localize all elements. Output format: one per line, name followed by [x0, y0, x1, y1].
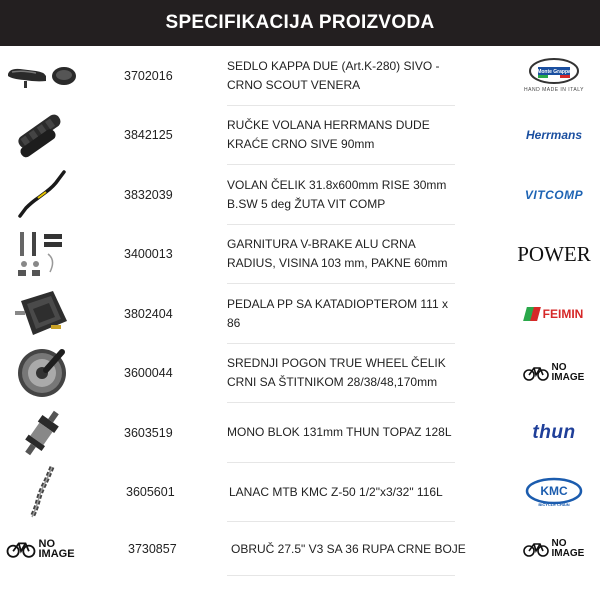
bottom-bracket-icon — [16, 406, 68, 460]
bicycle-icon — [523, 365, 549, 381]
product-row — [0, 106, 600, 166]
product-description: PEDALA PP SA KATADIOPTEROM 111 x 86 — [227, 296, 448, 330]
product-row — [0, 463, 600, 523]
feimin-mark-icon — [523, 307, 541, 321]
product-description: LANAC MTB KMC Z-50 1/2"x3/32" 116L — [229, 484, 443, 499]
product-description: GARNITURA V-BRAKE ALU CRNA RADIUS, VISINA 103 mm, PAKNE 60mm — [227, 237, 448, 271]
product-code: 3605601 — [126, 485, 175, 500]
product-description: MONO BLOK 131mm THUN TOPAZ 128L — [227, 425, 452, 440]
product-code: 3603519 — [124, 425, 173, 440]
product-row — [0, 284, 600, 344]
no-image-icon — [6, 539, 79, 559]
product-code: 3730857 — [128, 542, 177, 556]
no-image-label: NO IMAGE — [551, 362, 585, 384]
product-image — [0, 225, 84, 285]
brand-sub: BICYCLE CHAIN — [538, 502, 570, 508]
brand-name: KMC — [540, 484, 568, 499]
product-image — [0, 463, 84, 523]
product-description: SREDNJI POGON TRUE WHEEL ČELIK CRNI SA ŠTITNIKOM 28/38/48,170mm — [227, 356, 446, 390]
product-code: 3400013 — [124, 247, 173, 262]
brand-logo — [508, 403, 600, 463]
product-image — [0, 403, 84, 463]
product-row — [0, 225, 600, 285]
saddle-icon — [6, 62, 78, 90]
product-description: OBRUČ 27.5" V3 SA 36 RUPA CRNE BOJE — [231, 541, 466, 556]
brand-name: POWER — [517, 241, 591, 266]
brand-name: Herrmans — [525, 128, 583, 143]
product-code: 3832039 — [124, 187, 173, 202]
product-row — [0, 522, 600, 576]
brand-name: thun — [532, 421, 576, 443]
no-image-label: NO IMAGE — [551, 538, 585, 559]
brand-logo — [508, 106, 600, 166]
product-list — [0, 46, 600, 576]
product-code: 3842125 — [124, 128, 173, 143]
brand-logo — [508, 284, 600, 344]
brand-logo — [508, 463, 600, 523]
product-code: 3600044 — [124, 366, 173, 381]
brand-logo — [508, 522, 600, 576]
brand-logo — [508, 165, 600, 225]
product-image — [0, 106, 84, 166]
handlebar-icon — [12, 168, 72, 222]
brand-name: Monte Grappa — [537, 68, 571, 75]
brand-sub: HAND MADE IN ITALY — [524, 86, 584, 93]
product-image — [0, 165, 84, 225]
brand-name: VITCOMP — [524, 187, 584, 202]
brand-logo — [508, 46, 600, 106]
grips-icon — [12, 110, 72, 160]
bicycle-icon — [6, 540, 36, 558]
product-image — [0, 522, 84, 576]
v-brake-icon — [14, 226, 70, 282]
pedal-icon — [11, 287, 73, 341]
product-row — [0, 165, 600, 225]
brand-logo — [508, 225, 600, 285]
product-description: SEDLO KAPPA DUE (Art.K-280) SIVO -CRNO SCOUT VENERA — [227, 58, 440, 92]
brand-logo — [508, 344, 600, 404]
page-title: SPECIFIKACIJA PROIZVODA — [165, 12, 435, 33]
product-row — [0, 344, 600, 404]
brand-name: FEIMIN — [542, 306, 584, 321]
product-image — [0, 46, 84, 106]
product-description: VOLAN ČELIK 31.8x600mm RISE 30mm B.SW 5 deg ŽUTA VIT COMP — [227, 177, 447, 211]
product-image — [0, 344, 84, 404]
bicycle-icon — [523, 541, 549, 557]
product-description: RUČKE VOLANA HERRMANS DUDE KRAĆE CRNO SIVE 90mm — [227, 118, 430, 152]
product-code: 3702016 — [124, 68, 173, 83]
product-code: 3802404 — [124, 306, 173, 321]
no-image-placeholder — [523, 363, 586, 383]
product-image — [0, 284, 84, 344]
row-divider — [227, 575, 455, 576]
product-row — [0, 403, 600, 463]
chain-icon — [22, 463, 62, 521]
no-image-placeholder — [523, 539, 586, 559]
monte-grappa-logo-icon — [518, 58, 590, 94]
kmc-logo-icon — [524, 477, 584, 507]
page-header — [0, 0, 600, 46]
crankset-icon — [12, 344, 72, 402]
product-row — [0, 46, 600, 106]
no-image-label: NO IMAGE — [38, 538, 75, 560]
